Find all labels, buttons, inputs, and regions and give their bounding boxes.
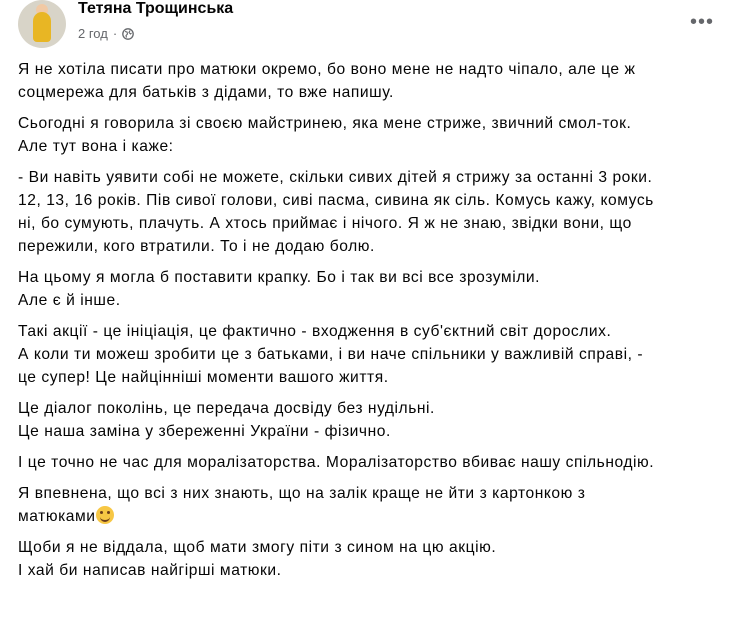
post-body <box>18 58 730 590</box>
post-paragraph <box>18 58 730 104</box>
post-paragraph <box>18 482 730 528</box>
post-paragraph <box>18 397 730 443</box>
post-meta <box>78 26 134 41</box>
post-paragraph <box>18 166 730 258</box>
post-paragraph <box>18 320 730 389</box>
globe-icon[interactable] <box>122 28 134 40</box>
post-paragraph <box>18 451 730 474</box>
post-time[interactable]: 2 год <box>78 26 108 41</box>
post-text-line: це супер! Це найцінніші моменти вашого життя. <box>18 369 389 386</box>
post-text-line: Я впевнена, що всі з них знають, що на залік краще не йти з картонкою з <box>18 485 586 502</box>
post-text-line: І хай би написав найгірші матюки. <box>18 562 282 579</box>
post-text-line: Але є й інше. <box>18 292 121 309</box>
post-text-line: пережили, кого втратили. То і не додаю болю. <box>18 238 375 255</box>
post-text-line: Сьогодні я говорила зі своєю майстринею, яка мене стриже, звичний смол-ток. <box>18 115 632 132</box>
post-text-line: Це діалог поколінь, це передача досвіду без нудільні. <box>18 400 435 417</box>
smiling-face-emoji <box>96 506 114 524</box>
post-text-line: І це точно не час для моралізаторства. Моралізаторство вбиває нашу спільнодію. <box>18 454 655 471</box>
post-text-line: Але тут вона і каже: <box>18 138 174 155</box>
post-text-line: - Ви навіть уявити собі не можете, скільки сивих дітей я стрижу за останні 3 роки. <box>18 169 653 186</box>
avatar-figure <box>33 12 51 42</box>
post-text-line: 12, 13, 16 років. Пів сивої голови, сиві пасма, сивина як сіль. Комусь кажу, комусь <box>18 192 654 209</box>
post-text-line: матюками <box>18 505 730 528</box>
meta-separator: · <box>112 26 118 41</box>
post-text-line: Це наша заміна у збереженні України - фізично. <box>18 423 391 440</box>
post-text-line: Щоби я не віддала, щоб мати змогу піти з сином на цю акцію. <box>18 539 497 556</box>
author-name[interactable]: Тетяна Трощинська <box>78 0 234 17</box>
post-paragraph <box>18 266 730 312</box>
post-text-line: А коли ти можеш зробити це з батьками, і ви наче спільники у важливій справі, - <box>18 346 644 363</box>
post-text-line: Я не хотіла писати про матюки окремо, бо воно мене не надто чіпало, але це ж <box>18 61 636 78</box>
post-text-line: ні, бо сумують, плачуть. А хтось приймає і нічого. Я ж не знаю, звідки вони, що <box>18 215 632 232</box>
author-avatar[interactable] <box>18 0 66 48</box>
post-text-line: Такі акції - це ініціація, це фактично - входження в суб'єктний світ дорослих. <box>18 323 612 340</box>
post-paragraph <box>18 112 730 158</box>
post-text-line: На цьому я могла б поставити крапку. Бо і так ви всі все зрозуміли. <box>18 269 541 286</box>
post-paragraph <box>18 536 730 582</box>
post-text-line: соцмережа для батьків з дідами, то вже напишу. <box>18 84 394 101</box>
more-options-icon[interactable]: ••• <box>689 10 714 33</box>
